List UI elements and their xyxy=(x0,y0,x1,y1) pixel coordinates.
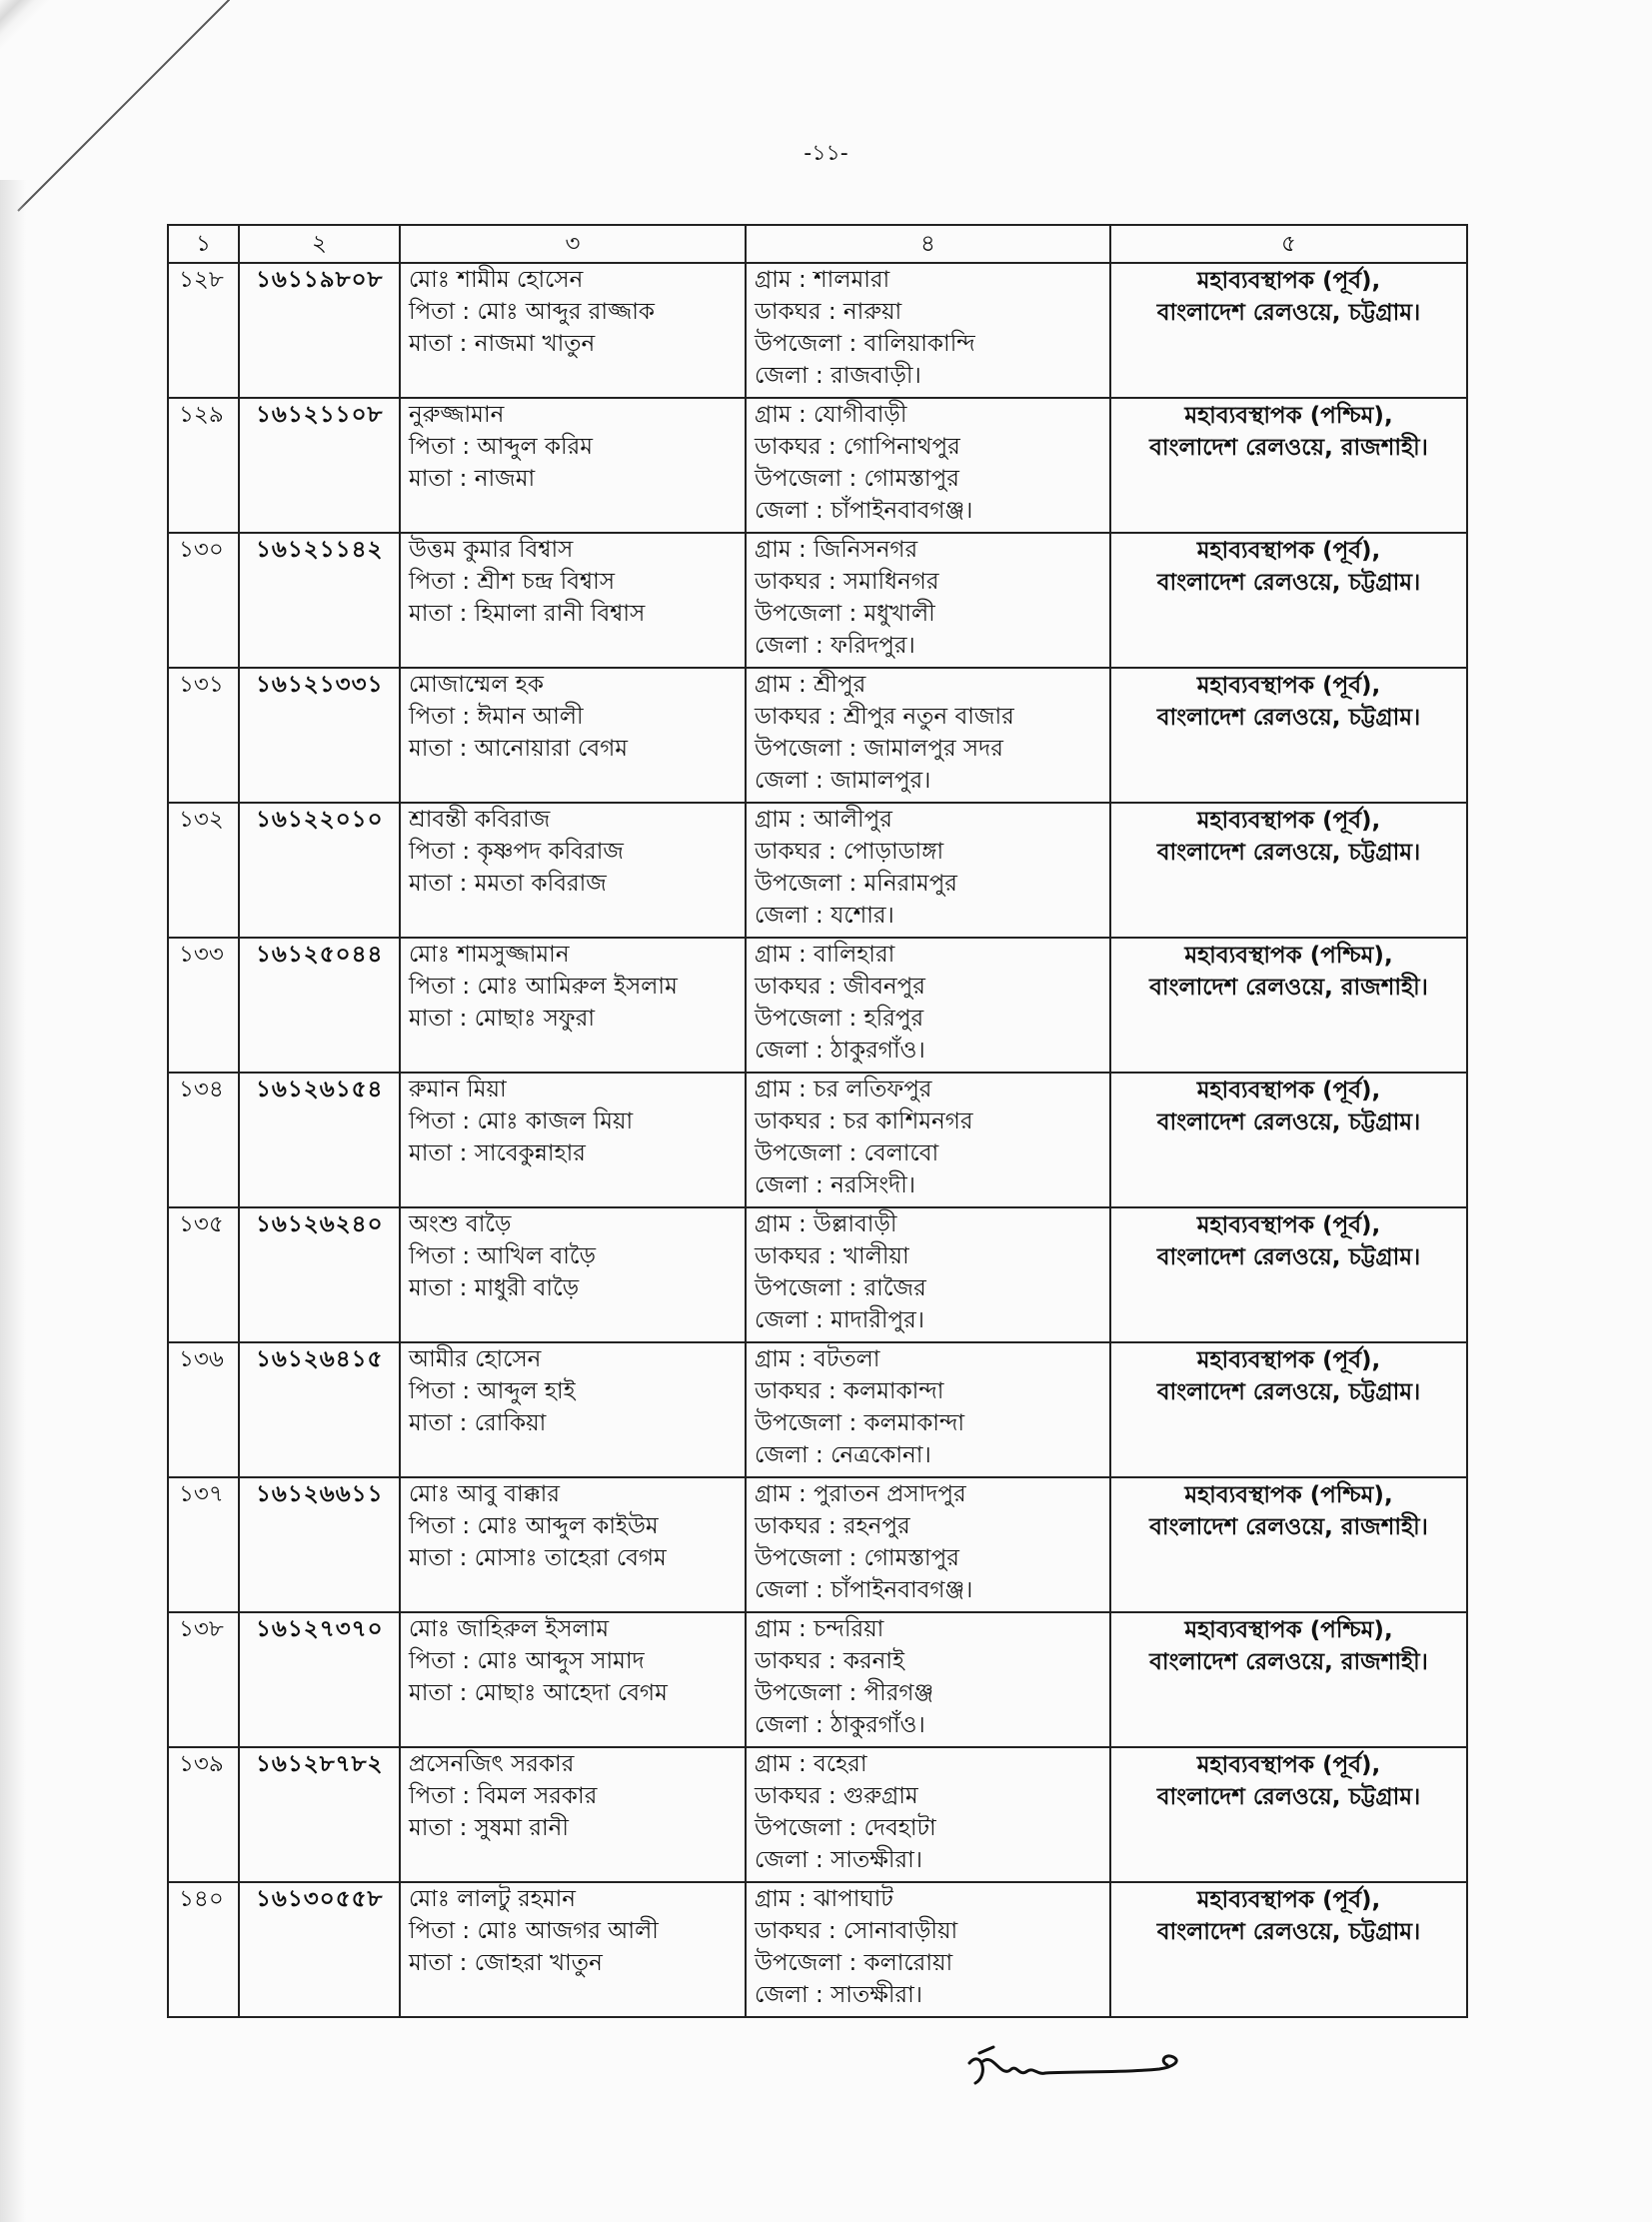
name-line: পিতা : আখিল বাড়ৈ xyxy=(409,1243,597,1269)
table-row xyxy=(168,803,1467,938)
table-row xyxy=(168,263,1467,398)
office-line: মহাব্যবস্থাপক (পশ্চিম), xyxy=(1184,1482,1393,1508)
name-line: প্রসেনজিৎ সরকার xyxy=(409,1751,575,1777)
name-cell xyxy=(400,263,746,398)
address-line: গ্রাম : জিনিসনগর xyxy=(755,537,918,563)
address-line: জেলা : যশোর। xyxy=(755,903,894,929)
name-line: পিতা : মোঃ আব্দুর রাজ্জাক xyxy=(409,299,655,325)
serial-cell: ১২৮ xyxy=(168,263,239,398)
address-cell xyxy=(746,938,1110,1073)
name-cell xyxy=(400,1342,746,1477)
name-line: মাতা : মোসাঃ তাহেরা বেগম xyxy=(409,1545,667,1571)
name-line: মাতা : নাজমা xyxy=(409,466,536,492)
address-line: জেলা : জামালপুর। xyxy=(755,768,931,794)
table-row xyxy=(168,1073,1467,1207)
serial-cell: ১৩৩ xyxy=(168,938,239,1073)
office-line: বাংলাদেশ রেলওয়ে, রাজশাহী। xyxy=(1149,1649,1428,1675)
serial-cell: ১৩০ xyxy=(168,533,239,668)
serial-cell: ১৩৮ xyxy=(168,1612,239,1747)
table-row xyxy=(168,1882,1467,2017)
name-line: মোঃ জাহিরুল ইসলাম xyxy=(409,1616,610,1642)
table-header-row xyxy=(168,225,1467,263)
office-line: মহাব্যবস্থাপক (পূর্ব), xyxy=(1196,268,1381,294)
name-line: মাতা : মোছাঃ সফুরা xyxy=(409,1006,596,1032)
address-line: উপজেলা : জামালপুর সদর xyxy=(755,736,1003,762)
name-line: পিতা : আব্দুল করিম xyxy=(409,434,594,460)
name-cell xyxy=(400,1612,746,1747)
reg-no-cell: ১৬১২৬১৫৪ xyxy=(239,1073,400,1207)
address-cell xyxy=(746,1747,1110,1882)
address-line: গ্রাম : বটতলা xyxy=(755,1346,880,1372)
name-line: মাতা : মোছাঃ আহেদা বেগম xyxy=(409,1680,668,1706)
address-line: ডাকঘর : সমাধিনগর xyxy=(755,569,939,595)
address-line: ডাকঘর : কলমাকান্দা xyxy=(755,1378,944,1404)
address-line: গ্রাম : ঝাপাঘাট xyxy=(755,1886,893,1912)
address-line: ডাকঘর : গোপিনাথপুর xyxy=(755,434,960,460)
office-cell xyxy=(1110,1612,1467,1747)
office-line: মহাব্যবস্থাপক (পশ্চিম), xyxy=(1184,943,1393,969)
header-address: ৪ xyxy=(746,225,1110,263)
office-line: বাংলাদেশ রেলওয়ে, চট্টগ্রাম। xyxy=(1156,1919,1421,1945)
serial-cell: ১৩২ xyxy=(168,803,239,938)
address-line: জেলা : ঠাকুরগাঁও। xyxy=(755,1038,925,1064)
address-line: ডাকঘর : রহনপুর xyxy=(755,1513,910,1539)
table-row xyxy=(168,1747,1467,1882)
address-line: জেলা : সাতক্ষীরা। xyxy=(755,1847,922,1873)
address-line: জেলা : সাতক্ষীরা। xyxy=(755,1982,922,2008)
address-cell xyxy=(746,668,1110,803)
office-cell xyxy=(1110,533,1467,668)
address-line: জেলা : নরসিংদী। xyxy=(755,1172,916,1198)
candidate-table xyxy=(167,224,1468,2018)
address-cell xyxy=(746,1073,1110,1207)
name-line: শ্রাবন্তী কবিরাজ xyxy=(409,807,551,833)
address-line: ডাকঘর : করনাই xyxy=(755,1648,905,1674)
office-line: বাংলাদেশ রেলওয়ে, চট্টগ্রাম। xyxy=(1156,1379,1421,1405)
office-line: বাংলাদেশ রেলওয়ে, চট্টগ্রাম। xyxy=(1156,300,1421,326)
address-line: উপজেলা : পীরগঞ্জ xyxy=(755,1680,934,1706)
office-line: বাংলাদেশ রেলওয়ে, চট্টগ্রাম। xyxy=(1156,1784,1421,1810)
address-line: উপজেলা : বালিয়াকান্দি xyxy=(755,331,975,357)
office-cell xyxy=(1110,668,1467,803)
name-line: মোঃ শামীম হোসেন xyxy=(409,267,584,293)
page-edge-shadow xyxy=(0,180,26,2222)
name-line: আমীর হোসেন xyxy=(409,1346,542,1372)
reg-no-cell: ১৬১২১১৪২ xyxy=(239,533,400,668)
address-line: জেলা : চাঁপাইনবাবগঞ্জ। xyxy=(755,1577,973,1603)
address-line: ডাকঘর : গুরুগ্রাম xyxy=(755,1783,918,1809)
reg-no-cell: ১৬১২১১০৮ xyxy=(239,398,400,533)
name-line: রুমান মিয়া xyxy=(409,1077,507,1103)
name-cell xyxy=(400,1747,746,1882)
name-cell xyxy=(400,938,746,1073)
serial-cell: ১৩৭ xyxy=(168,1477,239,1612)
name-line: মাতা : সুষমা রানী xyxy=(409,1815,569,1841)
name-cell xyxy=(400,1207,746,1342)
office-line: মহাব্যবস্থাপক (পূর্ব), xyxy=(1196,538,1381,564)
address-line: গ্রাম : উল্লাবাড়ী xyxy=(755,1211,897,1237)
name-line: মাতা : সাবেকুন্নাহার xyxy=(409,1140,586,1166)
name-line: পিতা : ঈমান আলী xyxy=(409,704,584,730)
address-line: উপজেলা : রাজৈর xyxy=(755,1275,926,1301)
name-line: মোঃ লালটু রহমান xyxy=(409,1886,577,1912)
office-cell xyxy=(1110,263,1467,398)
table-row xyxy=(168,1342,1467,1477)
serial-cell: ১৩৬ xyxy=(168,1342,239,1477)
name-line: মাতা : আনোয়ারা বেগম xyxy=(409,736,629,762)
name-line: মাতা : মমতা কবিরাজ xyxy=(409,871,607,897)
address-line: ডাকঘর : জীবনপুর xyxy=(755,974,925,1000)
serial-cell: ১৪০ xyxy=(168,1882,239,2017)
name-line: মাতা : নাজমা খাতুন xyxy=(409,331,596,357)
address-line: ডাকঘর : খালীয়া xyxy=(755,1243,909,1269)
reg-no-cell: ১৬১২১৩৩১ xyxy=(239,668,400,803)
office-cell xyxy=(1110,1073,1467,1207)
name-line: অংশু বাড়ৈ xyxy=(409,1211,512,1237)
name-cell xyxy=(400,1477,746,1612)
office-cell xyxy=(1110,1882,1467,2017)
page-number: -১১- xyxy=(804,141,848,166)
office-line: মহাব্যবস্থাপক (পূর্ব), xyxy=(1196,808,1381,834)
address-line: জেলা : চাঁপাইনবাবগঞ্জ। xyxy=(755,498,973,524)
name-line: মোঃ শামসুজ্জামান xyxy=(409,942,570,968)
address-line: গ্রাম : চন্দরিয়া xyxy=(755,1616,884,1642)
address-line: গ্রাম : চর লতিফপুর xyxy=(755,1077,932,1103)
address-line: ডাকঘর : পোড়াডাঙ্গা xyxy=(755,839,944,865)
office-line: মহাব্যবস্থাপক (পূর্ব), xyxy=(1196,1347,1381,1373)
name-cell xyxy=(400,803,746,938)
name-cell xyxy=(400,668,746,803)
table-body xyxy=(168,263,1467,2017)
office-line: বাংলাদেশ রেলওয়ে, রাজশাহী। xyxy=(1149,435,1428,461)
reg-no-cell: ১৬১২৮৭৮২ xyxy=(239,1747,400,1882)
address-cell xyxy=(746,1477,1110,1612)
name-line: পিতা : আব্দুল হাই xyxy=(409,1378,576,1404)
office-line: বাংলাদেশ রেলওয়ে, চট্টগ্রাম। xyxy=(1156,840,1421,866)
address-line: জেলা : মাদারীপুর। xyxy=(755,1307,925,1333)
name-line: মাতা : মাধুরী বাড়ৈ xyxy=(409,1275,580,1301)
header-name: ৩ xyxy=(400,225,746,263)
name-cell xyxy=(400,1882,746,2017)
name-line: পিতা : মোঃ আজগর আলী xyxy=(409,1918,659,1944)
address-line: উপজেলা : দেবহাটা xyxy=(755,1815,936,1841)
address-line: উপজেলা : মধুখালী xyxy=(755,601,935,627)
name-line: মোজাম্মেল হক xyxy=(409,672,544,698)
table-row xyxy=(168,1477,1467,1612)
name-line: পিতা : বিমল সরকার xyxy=(409,1783,598,1809)
office-line: মহাব্যবস্থাপক (পশ্চিম), xyxy=(1184,1617,1393,1643)
office-cell xyxy=(1110,398,1467,533)
office-line: মহাব্যবস্থাপক (পশ্চিম), xyxy=(1184,403,1393,429)
name-line: পিতা : মোঃ আব্দুস সামাদ xyxy=(409,1648,645,1674)
office-line: বাংলাদেশ রেলওয়ে, রাজশাহী। xyxy=(1149,975,1428,1001)
address-cell xyxy=(746,1342,1110,1477)
name-line: পিতা : কৃষ্ণপদ কবিরাজ xyxy=(409,839,624,865)
table-row xyxy=(168,1612,1467,1747)
name-line: পিতা : মোঃ কাজল মিয়া xyxy=(409,1109,634,1134)
office-cell xyxy=(1110,803,1467,938)
office-line: মহাব্যবস্থাপক (পূর্ব), xyxy=(1196,1212,1381,1238)
address-line: জেলা : রাজবাড়ী। xyxy=(755,363,921,389)
address-line: জেলা : ফরিদপুর। xyxy=(755,633,915,659)
name-line: মাতা : রোকিয়া xyxy=(409,1410,547,1436)
table-row xyxy=(168,668,1467,803)
address-line: উপজেলা : হরিপুর xyxy=(755,1006,924,1032)
serial-cell: ১৩৯ xyxy=(168,1747,239,1882)
address-line: উপজেলা : বেলাবো xyxy=(755,1140,939,1166)
office-line: বাংলাদেশ রেলওয়ে, চট্টগ্রাম। xyxy=(1156,570,1421,596)
address-line: জেলা : ঠাকুরগাঁও। xyxy=(755,1712,925,1738)
address-cell xyxy=(746,263,1110,398)
reg-no-cell: ১৬১২২০১০ xyxy=(239,803,400,938)
office-line: বাংলাদেশ রেলওয়ে, চট্টগ্রাম। xyxy=(1156,705,1421,731)
header-serial: ১ xyxy=(168,225,239,263)
reg-no-cell: ১৬১৩০৫৫৮ xyxy=(239,1882,400,2017)
office-line: বাংলাদেশ রেলওয়ে, চট্টগ্রাম। xyxy=(1156,1110,1421,1135)
name-cell xyxy=(400,533,746,668)
reg-no-cell: ১৬১১৯৮০৮ xyxy=(239,263,400,398)
table-row xyxy=(168,1207,1467,1342)
office-cell xyxy=(1110,1207,1467,1342)
address-line: ডাকঘর : সোনাবাড়ীয়া xyxy=(755,1918,958,1944)
name-cell xyxy=(400,398,746,533)
office-cell xyxy=(1110,1477,1467,1612)
address-line: গ্রাম : যোগীবাড়ী xyxy=(755,402,907,428)
serial-cell: ১৩১ xyxy=(168,668,239,803)
office-line: মহাব্যবস্থাপক (পূর্ব), xyxy=(1196,1752,1381,1778)
address-cell xyxy=(746,1207,1110,1342)
office-line: বাংলাদেশ রেলওয়ে, রাজশাহী। xyxy=(1149,1514,1428,1540)
address-line: গ্রাম : পুরাতন প্রসাদপুর xyxy=(755,1481,966,1507)
office-cell xyxy=(1110,1747,1467,1882)
table-row xyxy=(168,938,1467,1073)
address-line: গ্রাম : শালমারা xyxy=(755,267,890,293)
reg-no-cell: ১৬১২৭৩৭০ xyxy=(239,1612,400,1747)
corner-fold-shade xyxy=(0,0,140,140)
signature xyxy=(959,2039,1189,2099)
header-office: ৫ xyxy=(1110,225,1467,263)
office-line: মহাব্যবস্থাপক (পূর্ব), xyxy=(1196,673,1381,699)
address-line: গ্রাম : বালিহারা xyxy=(755,942,895,968)
address-line: ডাকঘর : নারুয়া xyxy=(755,299,902,325)
name-line: মাতা : হিমালা রানী বিশ্বাস xyxy=(409,601,646,627)
address-line: উপজেলা : মনিরামপুর xyxy=(755,871,957,897)
reg-no-cell: ১৬১২৬২৪০ xyxy=(239,1207,400,1342)
address-cell xyxy=(746,1612,1110,1747)
serial-cell: ১২৯ xyxy=(168,398,239,533)
name-line: মাতা : জোহরা খাতুন xyxy=(409,1950,603,1976)
name-line: মোঃ আবু বাক্কার xyxy=(409,1481,561,1507)
address-line: উপজেলা : কলারোয়া xyxy=(755,1950,953,1976)
office-cell xyxy=(1110,1342,1467,1477)
name-line: পিতা : মোঃ আব্দুল কাইউম xyxy=(409,1513,659,1539)
office-cell xyxy=(1110,938,1467,1073)
name-line: পিতা : মোঃ আমিরুল ইসলাম xyxy=(409,974,678,1000)
table-row xyxy=(168,533,1467,668)
name-cell xyxy=(400,1073,746,1207)
address-line: গ্রাম : বহেরা xyxy=(755,1751,867,1777)
office-line: মহাব্যবস্থাপক (পূর্ব), xyxy=(1196,1887,1381,1913)
name-line: পিতা : শ্রীশ চন্দ্র বিশ্বাস xyxy=(409,569,616,595)
address-line: জেলা : নেত্রকোনা। xyxy=(755,1442,931,1468)
header-reg-no: ২ xyxy=(239,225,400,263)
address-line: গ্রাম : শ্রীপুর xyxy=(755,672,866,698)
name-line: নুরুজ্জামান xyxy=(409,402,505,428)
name-line: উত্তম কুমার বিশ্বাস xyxy=(409,537,574,563)
reg-no-cell: ১৬১২৬৬১১ xyxy=(239,1477,400,1612)
serial-cell: ১৩৫ xyxy=(168,1207,239,1342)
reg-no-cell: ১৬১২৫০৪৪ xyxy=(239,938,400,1073)
office-line: মহাব্যবস্থাপক (পূর্ব), xyxy=(1196,1078,1381,1104)
address-line: উপজেলা : গোমস্তাপুর xyxy=(755,1545,959,1571)
address-cell xyxy=(746,533,1110,668)
address-line: ডাকঘর : চর কাশিমনগর xyxy=(755,1109,973,1134)
address-line: উপজেলা : কলমাকান্দা xyxy=(755,1410,965,1436)
reg-no-cell: ১৬১২৬৪১৫ xyxy=(239,1342,400,1477)
serial-cell: ১৩৪ xyxy=(168,1073,239,1207)
address-cell xyxy=(746,1882,1110,2017)
address-line: উপজেলা : গোমস্তাপুর xyxy=(755,466,959,492)
page-corner-fold xyxy=(0,0,230,230)
table-row xyxy=(168,398,1467,533)
office-line: বাংলাদেশ রেলওয়ে, চট্টগ্রাম। xyxy=(1156,1244,1421,1270)
address-line: ডাকঘর : শ্রীপুর নতুন বাজার xyxy=(755,704,1014,730)
address-line: গ্রাম : আলীপুর xyxy=(755,807,892,833)
address-cell xyxy=(746,803,1110,938)
address-cell xyxy=(746,398,1110,533)
